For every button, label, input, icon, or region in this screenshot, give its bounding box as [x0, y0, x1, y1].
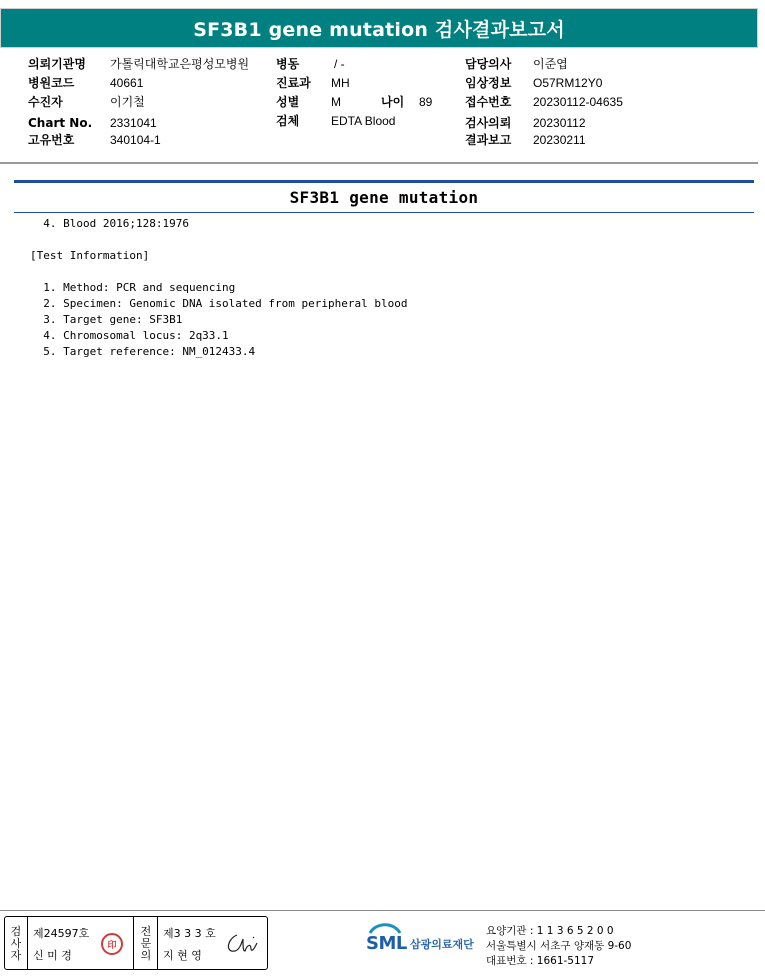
report-section-title: SF3B1 gene mutation [289, 188, 479, 207]
specialist-signature-icon [223, 929, 263, 959]
report-line: 1. Method: PCR and sequencing [30, 281, 236, 294]
report-date-label: 결과보고 [465, 133, 512, 147]
receipt-no-value: 20230112-04635 [533, 95, 623, 109]
report-line: 3. Target gene: SF3B1 [30, 313, 183, 326]
report-title: SF3B1 gene mutation 검사결과보고서 [193, 18, 565, 41]
hospital-code-label: 병원코드 [28, 76, 75, 90]
lab-contact-info [486, 924, 631, 969]
report-line [30, 264, 408, 280]
signature-divider [133, 917, 134, 969]
report-line: [Test Information] [30, 249, 150, 262]
report-line: 4. Blood 2016;128:1976 [30, 217, 189, 230]
examiner-label: 검 사 자 [10, 925, 22, 962]
patient-label: 수진자 [28, 95, 63, 109]
ward-value: / - [334, 57, 345, 71]
logo-arc-icon [368, 920, 402, 934]
examiner-seal-icon: 印 [101, 933, 123, 955]
report-title-bar [0, 8, 758, 48]
department-value: MH [331, 76, 350, 90]
lab-address: 서울특별시 서초구 양재동 9-60 [486, 940, 632, 952]
report-body [30, 216, 408, 360]
hospital-code-value: 40661 [110, 76, 144, 90]
chart-no-label: Chart No. [28, 116, 93, 130]
request-date-value: 20230112 [533, 116, 586, 130]
signature-box [4, 916, 268, 970]
specialist-license-no: 제3 3 3 호 [163, 927, 216, 940]
department-label: 진료과 [276, 76, 311, 90]
patient-value: 이기철 [110, 95, 145, 109]
institution-label: 의뢰기관명 [28, 57, 86, 71]
lab-code: 요양기관 : 1 1 3 6 5 2 0 0 [486, 925, 614, 937]
signature-divider [157, 917, 158, 969]
examiner-name: 신 미 경 [33, 949, 72, 962]
institution-value: 가톨릭대학교은평성모병원 [110, 57, 250, 71]
specimen-label: 검체 [276, 114, 300, 128]
footer-divider [0, 910, 765, 911]
header-divider [0, 162, 758, 164]
age-label: 나이 [381, 95, 405, 109]
request-date-label: 검사의뢰 [465, 116, 512, 130]
patient-info-block [0, 55, 765, 155]
age-value: 89 [419, 95, 433, 109]
unique-no-value: 340104-1 [110, 133, 161, 147]
doctor-label: 담당의사 [465, 57, 512, 71]
unique-no-label: 고유번호 [28, 133, 75, 147]
sex-label: 성별 [276, 95, 300, 109]
specimen-value: EDTA Blood [331, 114, 396, 128]
lab-phone: 대표번호 : 1661-5117 [486, 955, 595, 967]
report-line: 4. Chromosomal locus: 2q33.1 [30, 329, 229, 342]
logo-wordmark: SML [366, 933, 407, 954]
logo-corporation: 삼광의료재단 [410, 938, 474, 951]
specialist-name: 지 현 영 [163, 949, 202, 962]
report-line: 5. Target reference: NM_012433.4 [30, 345, 256, 358]
sml-logo [366, 920, 486, 966]
report-date-value: 20230211 [533, 133, 586, 147]
receipt-no-label: 접수번호 [465, 95, 512, 109]
clinical-info-value: O57RM12Y0 [533, 76, 603, 90]
ward-label: 병동 [276, 57, 300, 71]
examiner-license-no: 제24597호 [33, 927, 90, 940]
doctor-value: 이준엽 [533, 57, 568, 71]
signature-divider [27, 917, 28, 969]
report-line: 2. Specimen: Genomic DNA isolated from peripheral blood [30, 297, 408, 310]
sex-value: M [331, 95, 341, 109]
report-line [30, 232, 408, 248]
specialist-label: 전 문 의 [140, 925, 152, 962]
chart-no-value: 2331041 [110, 116, 157, 130]
clinical-info-label: 임상정보 [465, 76, 512, 90]
report-section-rule-top [14, 180, 754, 183]
report-section-rule-bottom [14, 212, 754, 213]
